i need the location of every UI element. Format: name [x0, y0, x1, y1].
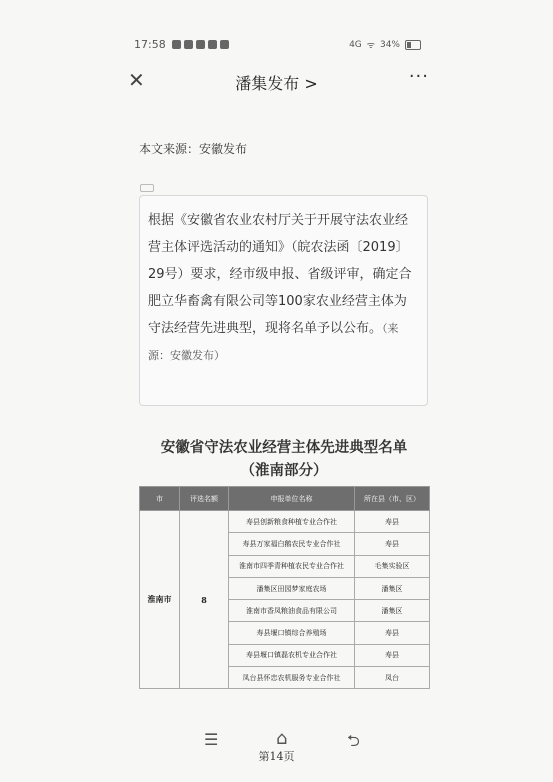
header-city: 市	[140, 487, 180, 511]
county-cell: 潘集区	[355, 577, 430, 599]
quote-source: （来源：安徽发布）	[148, 322, 399, 362]
unit-cell: 寿县创新粮食种植专业合作社	[229, 511, 355, 533]
account-title-link[interactable]: 潘集发布 >	[235, 74, 318, 93]
document-title: 安徽省守法农业经营主体先进典型名单	[160, 440, 408, 456]
roster-table	[139, 486, 430, 689]
article-source: 本文来源：安徽发布	[139, 142, 248, 156]
header-unit: 申报单位名称	[229, 487, 355, 511]
unit-cell: 凤台县怀忠农机服务专业合作社	[229, 667, 355, 689]
notification-icon	[184, 40, 193, 49]
menu-icon[interactable]: ☰	[204, 730, 219, 749]
county-cell: 毛集实验区	[355, 555, 430, 577]
header-quota: 评选名额	[180, 487, 229, 511]
quote-marker-icon	[140, 184, 154, 192]
more-options-icon[interactable]: ···	[408, 66, 429, 87]
back-icon[interactable]: ⮌	[347, 731, 360, 750]
notification-icons	[172, 40, 229, 49]
city-cell: 淮南市	[140, 511, 180, 689]
unit-cell: 淮南市四季青种植农民专业合作社	[229, 555, 355, 577]
signal-icon: 4G	[349, 39, 362, 50]
notification-icon	[220, 40, 229, 49]
page-number: 第14页	[258, 750, 295, 763]
unit-cell: 潘集区田园梦家庭农场	[229, 577, 355, 599]
county-cell: 寿县	[355, 622, 430, 644]
battery-icon	[405, 40, 421, 50]
county-cell: 寿县	[355, 644, 430, 666]
notification-icon	[196, 40, 205, 49]
county-cell: 寿县	[355, 533, 430, 555]
county-cell: 寿县	[355, 511, 430, 533]
unit-cell: 寿县堰口镇磊农机专业合作社	[229, 644, 355, 666]
status-bar	[134, 38, 421, 54]
unit-cell: 寿县万家福白鹅农民专业合作社	[229, 533, 355, 555]
county-cell: 潘集区	[355, 600, 430, 622]
close-icon[interactable]: ✕	[128, 68, 145, 92]
quote-block	[139, 195, 428, 406]
bottom-nav	[0, 730, 553, 750]
navbar	[124, 66, 429, 98]
quote-text: 根据《安徽省农业农村厅关于开展守法农业经营主体评选活动的通知》（皖农法函〔2019〕29号）要求，经市级申报、省级评审，确定合肥立华畜禽有限公司等100家农业经营主体为守法经营先进典型，现将名单予以公布。	[148, 213, 412, 336]
table-header-row	[140, 487, 430, 511]
header-county: 所在县（市、区）	[355, 487, 430, 511]
status-right	[349, 38, 421, 51]
county-cell: 凤台	[355, 667, 430, 689]
quota-cell: 8	[180, 511, 229, 689]
unit-cell: 淮南市香凤粮油食品有限公司	[229, 600, 355, 622]
battery-percent: 34%	[379, 39, 400, 50]
table-row	[140, 511, 430, 533]
unit-cell: 寿县堰口镇综合养殖场	[229, 622, 355, 644]
wifi-icon: ᯤ	[366, 41, 375, 51]
status-time: 17:58	[134, 38, 166, 51]
notification-icon	[172, 40, 181, 49]
home-icon[interactable]: ⌂	[276, 728, 288, 749]
document-subtitle: （淮南部分）	[240, 463, 328, 479]
notification-icon	[208, 40, 217, 49]
